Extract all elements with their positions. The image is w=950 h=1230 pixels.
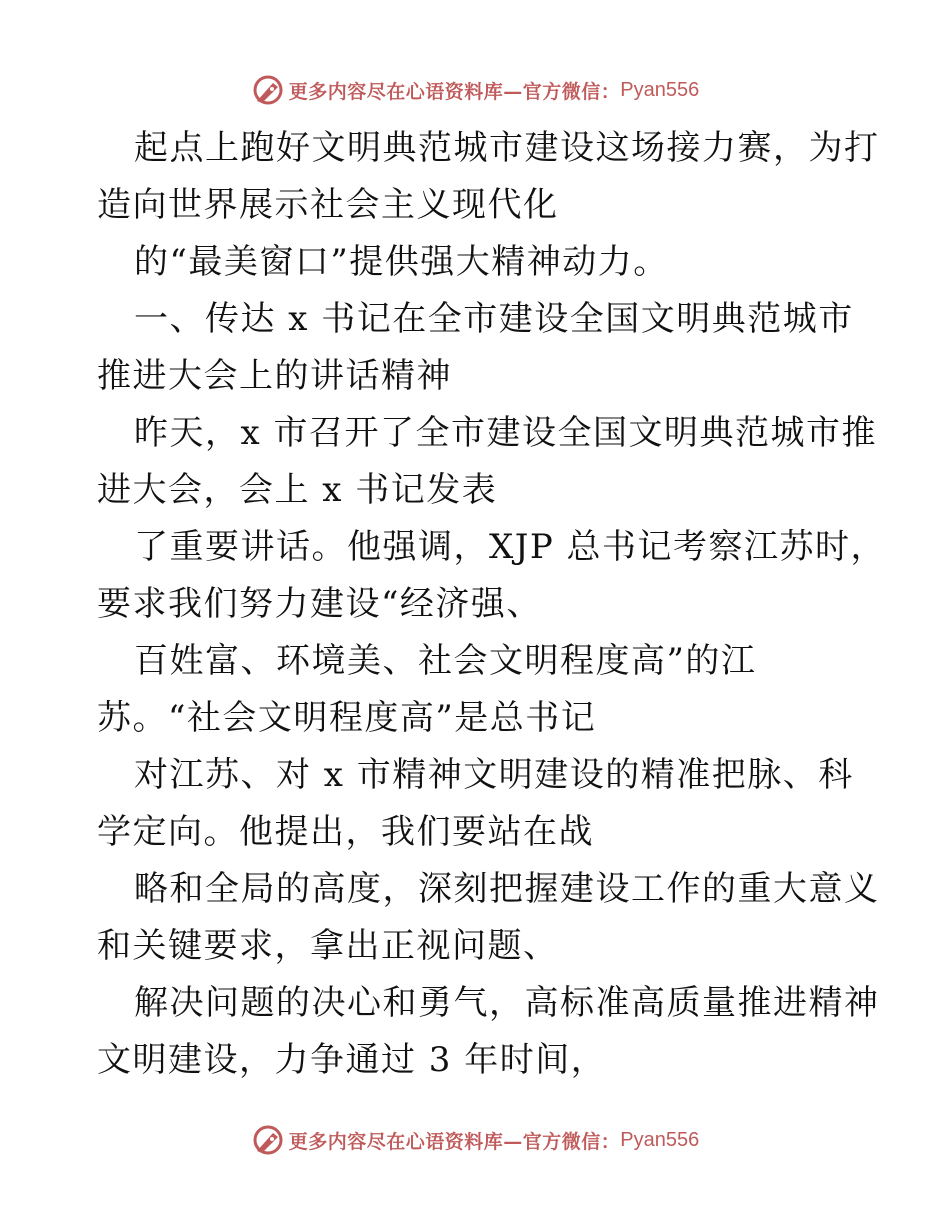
text-line: 百姓富、环境美、社会文明程度高”的江 bbox=[134, 641, 757, 681]
text-line: 起点上跑好文明典范城市建设这场接力赛，为打 bbox=[134, 128, 880, 168]
text-line: 了重要讲话。他强调，XJP 总书记考察江苏时， bbox=[134, 527, 887, 567]
text-line: 解决问题的决心和勇气，高标准高质量推进精神 bbox=[134, 983, 880, 1023]
section-heading-cont: 推进大会上的讲话精神 bbox=[97, 356, 452, 396]
text-line: 对江苏、对 x 市精神文明建设的精准把脉、科 bbox=[134, 755, 854, 795]
watermark-wechat-id: Pyan556 bbox=[620, 78, 700, 101]
text-line: 的“最美窗口”提供强大精神动力。 bbox=[134, 242, 669, 282]
text-line: 和关键要求，拿出正视问题、 bbox=[97, 926, 559, 966]
text-line: 略和全局的高度，深刻把握建设工作的重大意义 bbox=[134, 869, 880, 909]
text-line: 昨天，x 市召开了全市建设全国文明典范城市推 bbox=[134, 413, 877, 453]
text-line: 造向世界展示社会主义现代化 bbox=[97, 185, 559, 225]
text-line: 学定向。他提出，我们要站在战 bbox=[97, 812, 594, 852]
text-line: 要求我们努力建设“经济强、 bbox=[97, 584, 542, 624]
footer-watermark bbox=[0, 1120, 950, 1160]
text-line: 进大会，会上 x 书记发表 bbox=[97, 470, 498, 510]
text-line: 苏。“社会文明程度高”是总书记 bbox=[97, 698, 597, 738]
watermark-wechat-id: Pyan556 bbox=[620, 1128, 700, 1151]
watermark-text: 更多内容尽在心语资料库—官方微信： bbox=[288, 80, 621, 103]
header-watermark bbox=[0, 70, 950, 110]
section-heading: 一、传达 x 书记在全市建设全国文明典范城市 bbox=[134, 299, 854, 339]
pen-nib-logo-icon bbox=[251, 73, 285, 107]
text-line: 文明建设，力争通过 3 年时间， bbox=[97, 1040, 607, 1080]
pen-nib-logo-icon bbox=[251, 1123, 285, 1157]
watermark-text: 更多内容尽在心语资料库—官方微信： bbox=[288, 1130, 621, 1153]
